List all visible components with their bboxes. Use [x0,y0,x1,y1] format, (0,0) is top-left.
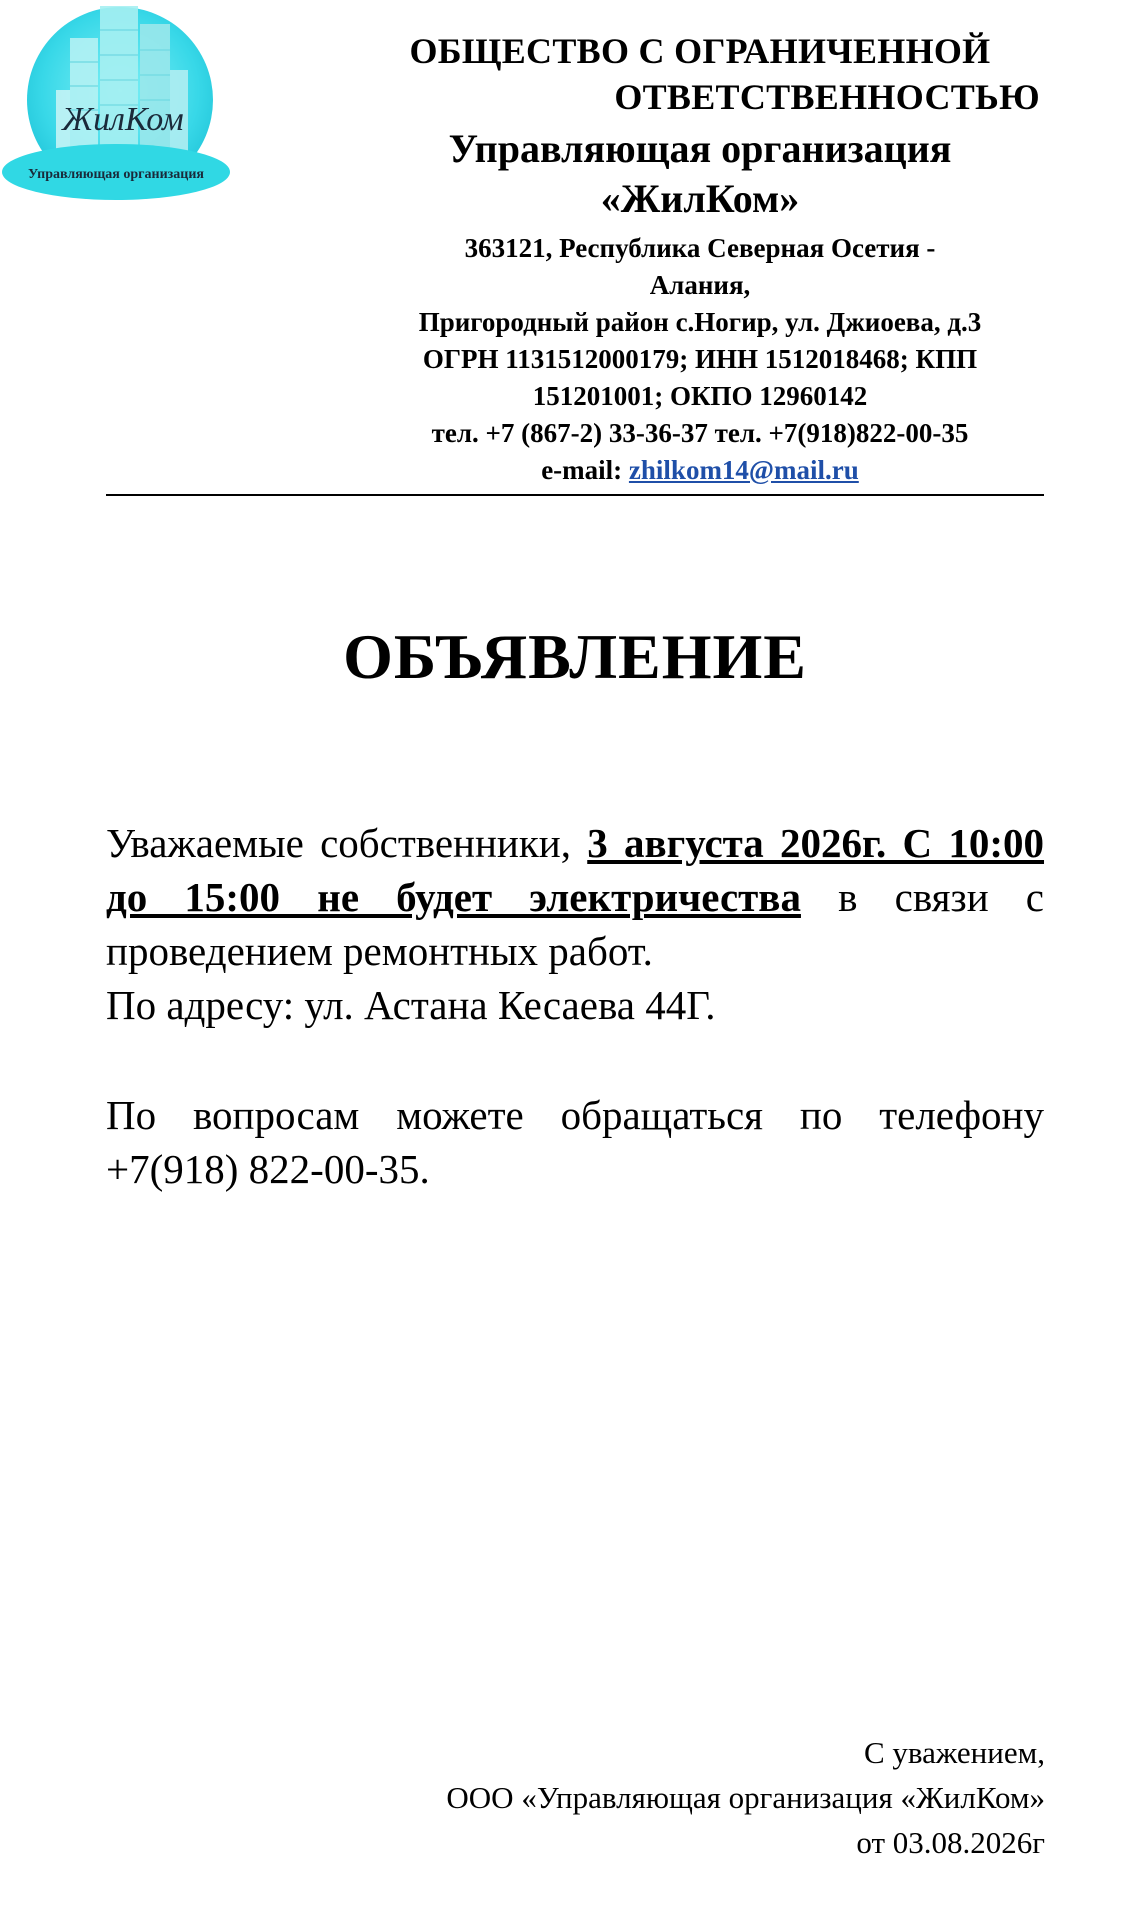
notice-address: По адресу: ул. Астана Кесаева 44Г. [106,982,716,1028]
notice-paragraph [106,816,1044,978]
email-row [340,452,1060,489]
address-line-3: Пригородный район с.Ногир, ул. Джиоева, д.3 [418,307,982,337]
organization-name [340,124,1060,224]
signature-date: от 03.08.2026г [856,1825,1045,1860]
company-logo [0,0,240,210]
logo-caption: Управляющая организация [28,167,204,182]
notice-body [106,816,1044,1196]
notice-title: ОБЪЯВЛЕНИЕ [343,621,807,692]
signature-greeting: С уважением, [864,1735,1045,1770]
company-line-1: ОБЩЕСТВО С ОГРАНИЧЕННОЙ [409,31,991,71]
company-legal-form [340,28,1060,120]
address-line-2: Алания, [649,270,751,300]
notice-intro: Уважаемые собственники, [106,820,588,866]
outage-details: 3 августа 2026г. С 10:00 до 15:00 не будет электричества [106,820,1045,920]
notice-contact: По вопросам можете обращаться по телефону +7(918) 822-00-35. [106,1092,1044,1192]
org-line-1: Управляющая организация [448,126,952,171]
notice-reason: в связи с проведением ремонтных работ. [106,874,1044,974]
logo-graphic [0,0,240,210]
email-link[interactable]: zhilkom14@mail.ru [628,455,859,485]
company-details [340,230,1060,489]
paragraph-gap [106,1032,1044,1088]
registry-line-1: ОГРН 1131512000179; ИНН 1512018468; КПП [422,344,978,374]
registry-line-2: 151201001; ОКПО 12960142 [532,381,868,411]
company-line-2: ОТВЕТСТВЕННОСТЬЮ [614,77,1040,117]
logo-brand-text: ЖилКом [62,101,184,138]
signature-company: ООО «Управляющая организация «ЖилКом» [446,1780,1045,1815]
email-label: e-mail: [541,455,629,485]
signature-block [446,1730,1045,1865]
address-line-1: 363121, Республика Северная Осетия - [464,233,936,263]
org-line-2: «ЖилКом» [600,176,800,221]
header-divider [106,494,1044,496]
letterhead [340,28,1060,489]
phone-numbers: тел. +7 (867-2) 33-36-37 тел. +7(918)822-00-35 [431,418,969,448]
